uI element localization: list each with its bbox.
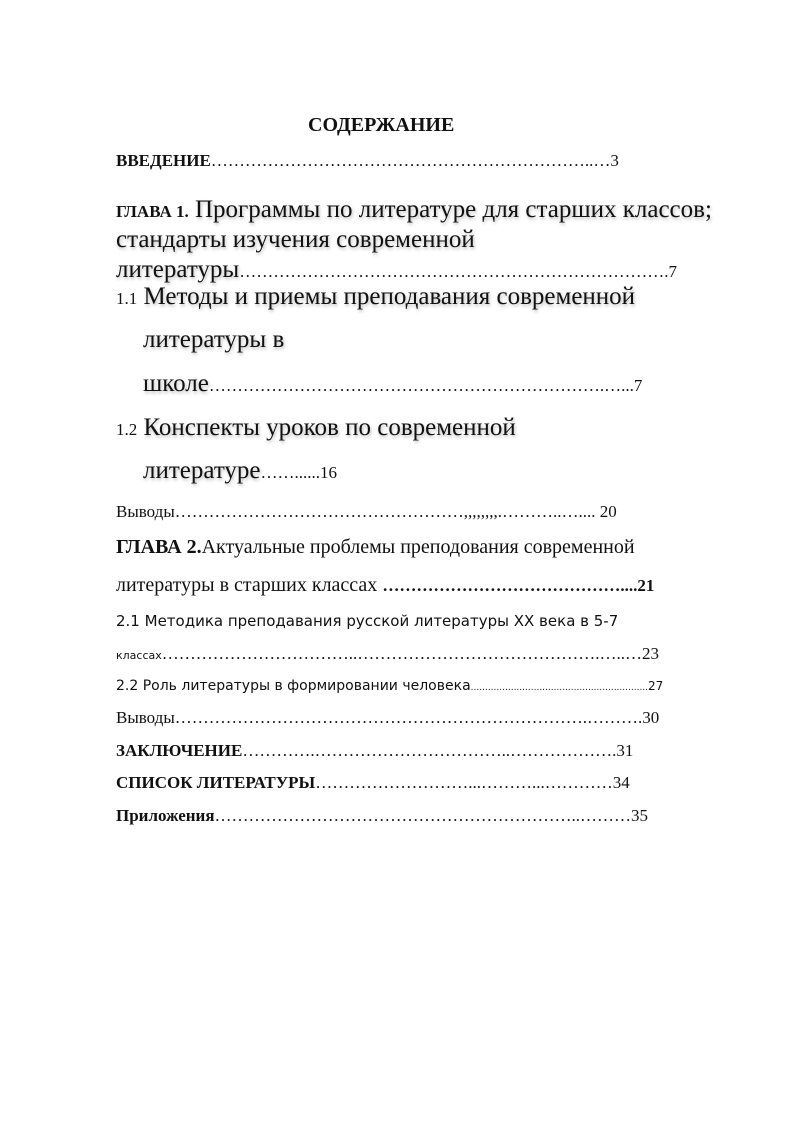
toc-section-title: Методы и приемы преподавания современной — [137, 283, 636, 310]
toc-entry-section-1-2 — [116, 414, 516, 442]
toc-leader-dots: …………………………………………………………….…... — [208, 376, 634, 395]
toc-leader-dots: …………………………………….... — [382, 576, 638, 595]
toc-entry-bibliography — [116, 773, 630, 793]
toc-section-title: Конспекты уроков по современной — [137, 414, 516, 441]
toc-section-title: классах — [116, 649, 162, 662]
toc-section-title-end — [143, 370, 642, 398]
toc-leader-dots: …………………………………………………………..… — [210, 151, 611, 170]
toc-entry-conclusions-2 — [116, 708, 659, 728]
toc-entry-label: Выводы — [116, 708, 175, 727]
toc-section-title: школе — [143, 370, 209, 397]
toc-entry-appendix — [116, 806, 648, 826]
toc-entry-label: Приложения — [116, 806, 215, 825]
toc-chapter-title-cont: стандарты изучения современной — [116, 226, 475, 253]
toc-page-number: 7 — [668, 262, 677, 281]
toc-page-number: 23 — [642, 644, 660, 663]
toc-leader-dots: …………………………………………………………………. — [239, 262, 669, 281]
toc-page-number: 31 — [616, 741, 634, 760]
toc-entry-label: ЗАКЛЮЧЕНИЕ — [116, 741, 243, 760]
toc-entry-section-2-1: 2.1 Методика преподавания русской литературы XX века в 5-7 — [116, 612, 619, 630]
toc-page-number: 16 — [320, 463, 338, 482]
toc-title: СОДЕРЖАНИЕ — [308, 114, 455, 136]
toc-leader-dots: ………………………………………………………..……… — [214, 806, 632, 825]
toc-chapter-title: Актуальные проблемы преподования современной — [201, 536, 635, 558]
toc-entry-section-1-1 — [116, 283, 635, 311]
toc-page-number: 34 — [612, 773, 630, 792]
toc-page-number: 3 — [610, 151, 619, 170]
toc-page-number: 30 — [642, 708, 660, 727]
toc-entry-label: СПИСОК ЛИТЕРАТУРЫ — [116, 773, 316, 792]
toc-leader-dots: .............................................................. — [470, 683, 649, 693]
toc-leader-dots: ……………………………………………………………….………. — [174, 708, 643, 727]
toc-page-number: 20 — [599, 502, 617, 521]
toc-entry-section-2-2 — [116, 678, 663, 694]
toc-entry-label: Выводы — [116, 502, 175, 521]
toc-chapter-label: ГЛАВА 1. — [116, 202, 189, 221]
toc-page-number: 35 — [631, 806, 649, 825]
toc-page-number: 7 — [633, 376, 643, 395]
toc-chapter-label: ГЛАВА 2. — [116, 536, 202, 558]
toc-page-number: 21 — [637, 576, 655, 595]
toc-leader-dots: ……...... — [260, 463, 321, 482]
toc-section-title-end — [143, 457, 337, 485]
toc-leader-dots: ……………………………………………,,,,,,,,.………..….... — [174, 502, 600, 521]
toc-section-number: 1.2 — [116, 420, 138, 439]
toc-section-title: литературе — [143, 457, 261, 484]
toc-chapter-title: литературы — [116, 256, 240, 283]
toc-chapter-title-end — [116, 256, 677, 284]
toc-section-title-cont: литературы в — [143, 326, 285, 353]
toc-chapter-title: литературы в старших классах — [116, 574, 383, 596]
toc-section-title: 2.2 Роль литературы в формировании человека — [116, 678, 471, 694]
toc-chapter-title: Программы по литературе для старших классов; — [188, 196, 712, 223]
toc-section-title-end — [116, 644, 659, 664]
toc-entry-conclusions-1 — [116, 502, 617, 522]
toc-leader-dots: ……………………………..…………………………………….…..… — [161, 644, 643, 663]
toc-leader-dots: ………………………...………...………… — [315, 773, 613, 792]
toc-page-number: 27 — [648, 679, 664, 693]
toc-entry-intro — [116, 151, 619, 171]
toc-section-number: 1.1 — [116, 289, 138, 308]
toc-leader-dots: ………….……………………………..………………. — [242, 741, 617, 760]
toc-chapter-title-end — [116, 574, 654, 597]
toc-entry-conclusion — [116, 741, 633, 761]
toc-entry-chapter1 — [116, 196, 712, 224]
toc-entry-label: ВВЕДЕНИЕ — [116, 151, 211, 170]
toc-entry-chapter2 — [116, 536, 635, 559]
